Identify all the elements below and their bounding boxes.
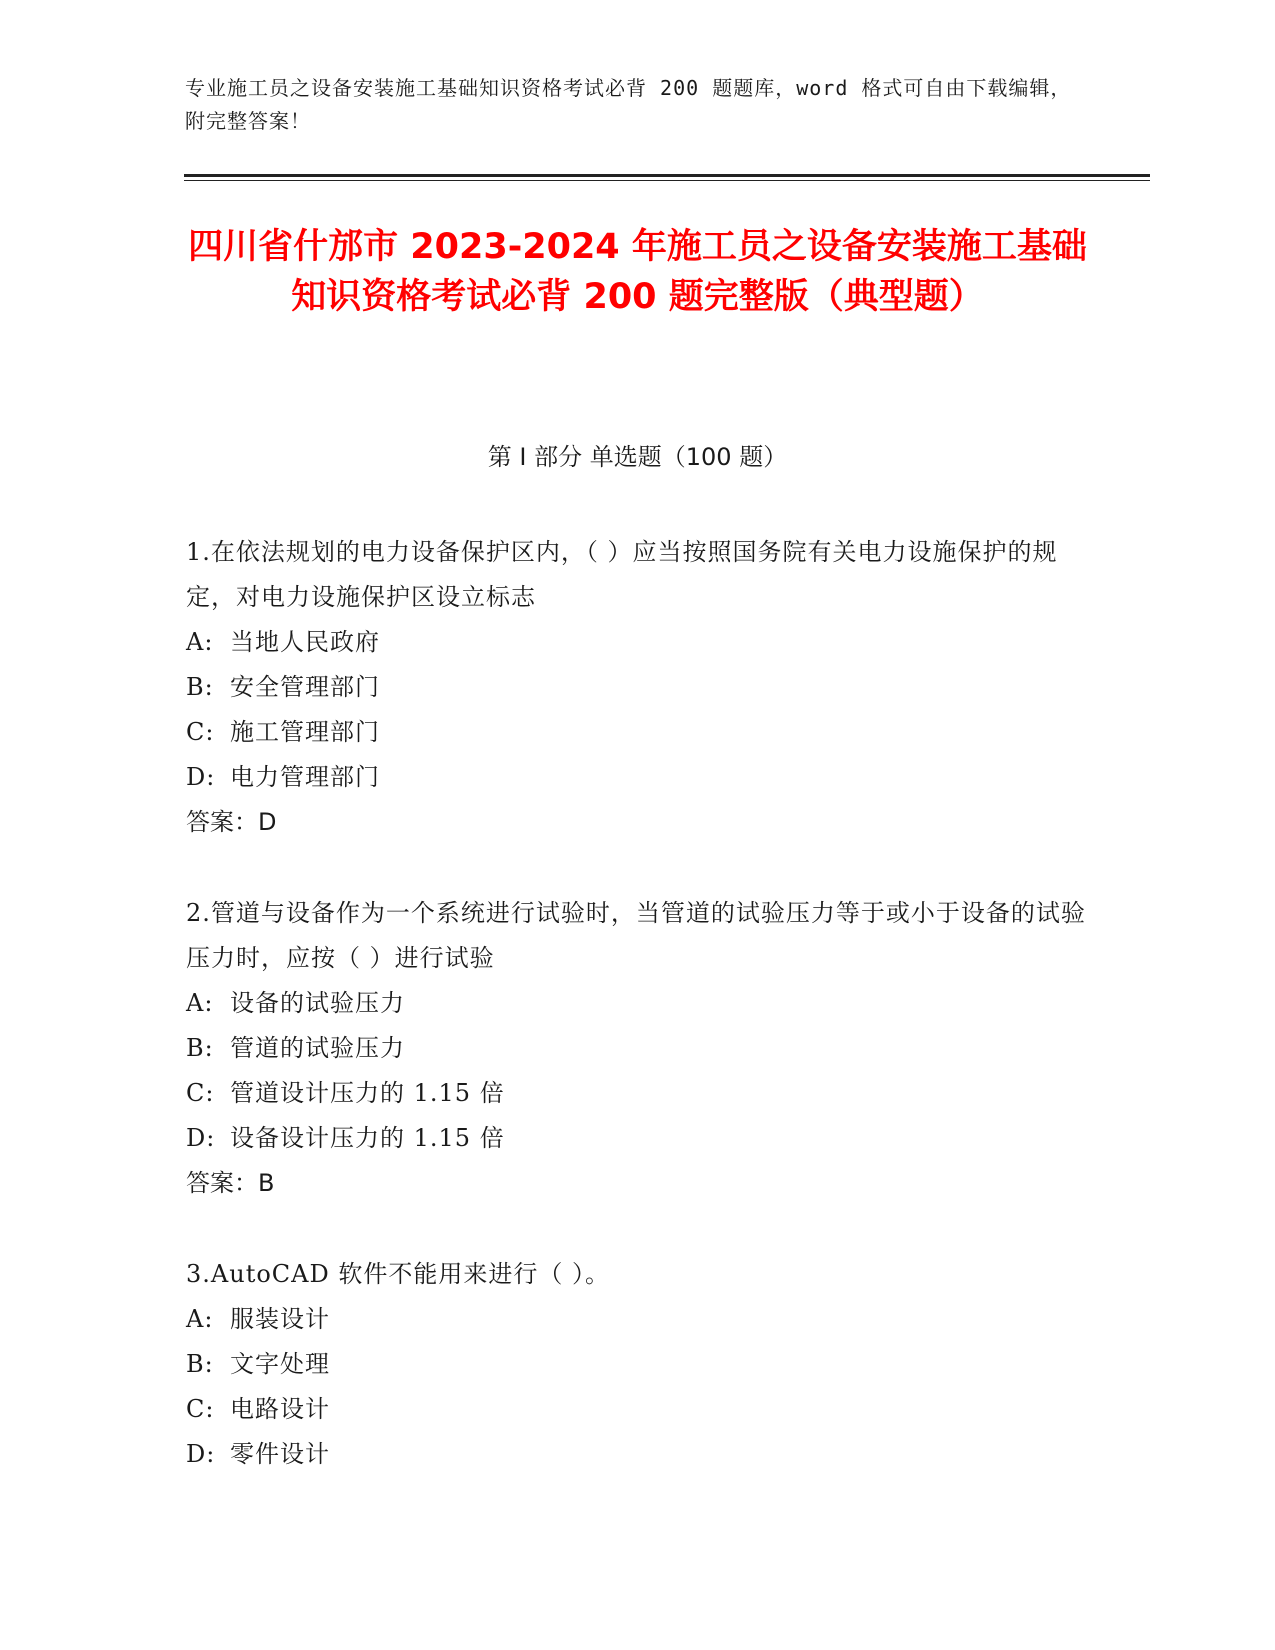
- option-text: 电力管理部门: [230, 763, 380, 791]
- option-text: 服装设计: [230, 1305, 330, 1333]
- option-c: [186, 1071, 1086, 1116]
- option-text: 管道的试验压力: [230, 1034, 405, 1062]
- option-text: 设备的试验压力: [230, 989, 405, 1017]
- option-a: [186, 620, 1086, 665]
- option-c: [186, 710, 1086, 755]
- option-letter: C:: [186, 1079, 215, 1107]
- option-text: 零件设计: [230, 1440, 330, 1468]
- question-2: [186, 891, 1086, 1206]
- option-letter: B:: [186, 1034, 214, 1062]
- option-text: 设备设计压力的 1.15 倍: [230, 1124, 505, 1152]
- option-d: [186, 1432, 1086, 1477]
- option-d: [186, 1116, 1086, 1161]
- option-a: [186, 1297, 1086, 1342]
- option-letter: B:: [186, 673, 214, 701]
- option-text: 管道设计压力的 1.15 倍: [230, 1079, 505, 1107]
- option-text: 电路设计: [230, 1395, 330, 1423]
- section-heading: 第 I 部分 单选题（100 题）: [487, 443, 788, 471]
- option-letter: B:: [186, 1350, 214, 1378]
- option-b: [186, 1026, 1086, 1071]
- header-note: 专业施工员之设备安装施工基础知识资格考试必背 200 题题库，word 格式可自由下载编辑，附完整答案！: [185, 76, 1072, 133]
- option-a: [186, 981, 1086, 1026]
- question-stem: 3.AutoCAD 软件不能用来进行（ ）。: [186, 1260, 610, 1288]
- answer-line: 答案：D: [186, 808, 277, 836]
- option-letter: A:: [186, 989, 214, 1017]
- question-list: [186, 530, 1086, 1523]
- option-text: 文字处理: [230, 1350, 330, 1378]
- document-title: 四川省什邡市 2023-2024 年施工员之设备安装施工基础知识资格考试必背 200 题完整版（典型题）: [188, 227, 1087, 317]
- option-text: 安全管理部门: [230, 673, 380, 701]
- header-divider-thick: [184, 174, 1150, 177]
- question-1: [186, 530, 1086, 845]
- option-letter: D:: [186, 1124, 216, 1152]
- option-b: [186, 665, 1086, 710]
- option-b: [186, 1342, 1086, 1387]
- option-text: 当地人民政府: [230, 628, 380, 656]
- option-text: 施工管理部门: [230, 718, 380, 746]
- option-c: [186, 1387, 1086, 1432]
- header-divider-thin: [184, 180, 1150, 181]
- option-letter: D:: [186, 763, 216, 791]
- option-letter: C:: [186, 718, 215, 746]
- question-stem: 1.在依法规划的电力设备保护区内，（ ）应当按照国务院有关电力设施保护的规定，对电力设施保护区设立标志: [186, 538, 1058, 611]
- question-3: [186, 1252, 1086, 1477]
- option-letter: A:: [186, 1305, 214, 1333]
- answer-line: 答案：B: [186, 1169, 275, 1197]
- question-stem: 2.管道与设备作为一个系统进行试验时，当管道的试验压力等于或小于设备的试验压力时，应按（ ）进行试验: [186, 899, 1086, 972]
- option-letter: D:: [186, 1440, 216, 1468]
- option-d: [186, 755, 1086, 800]
- option-letter: C:: [186, 1395, 215, 1423]
- option-letter: A:: [186, 628, 214, 656]
